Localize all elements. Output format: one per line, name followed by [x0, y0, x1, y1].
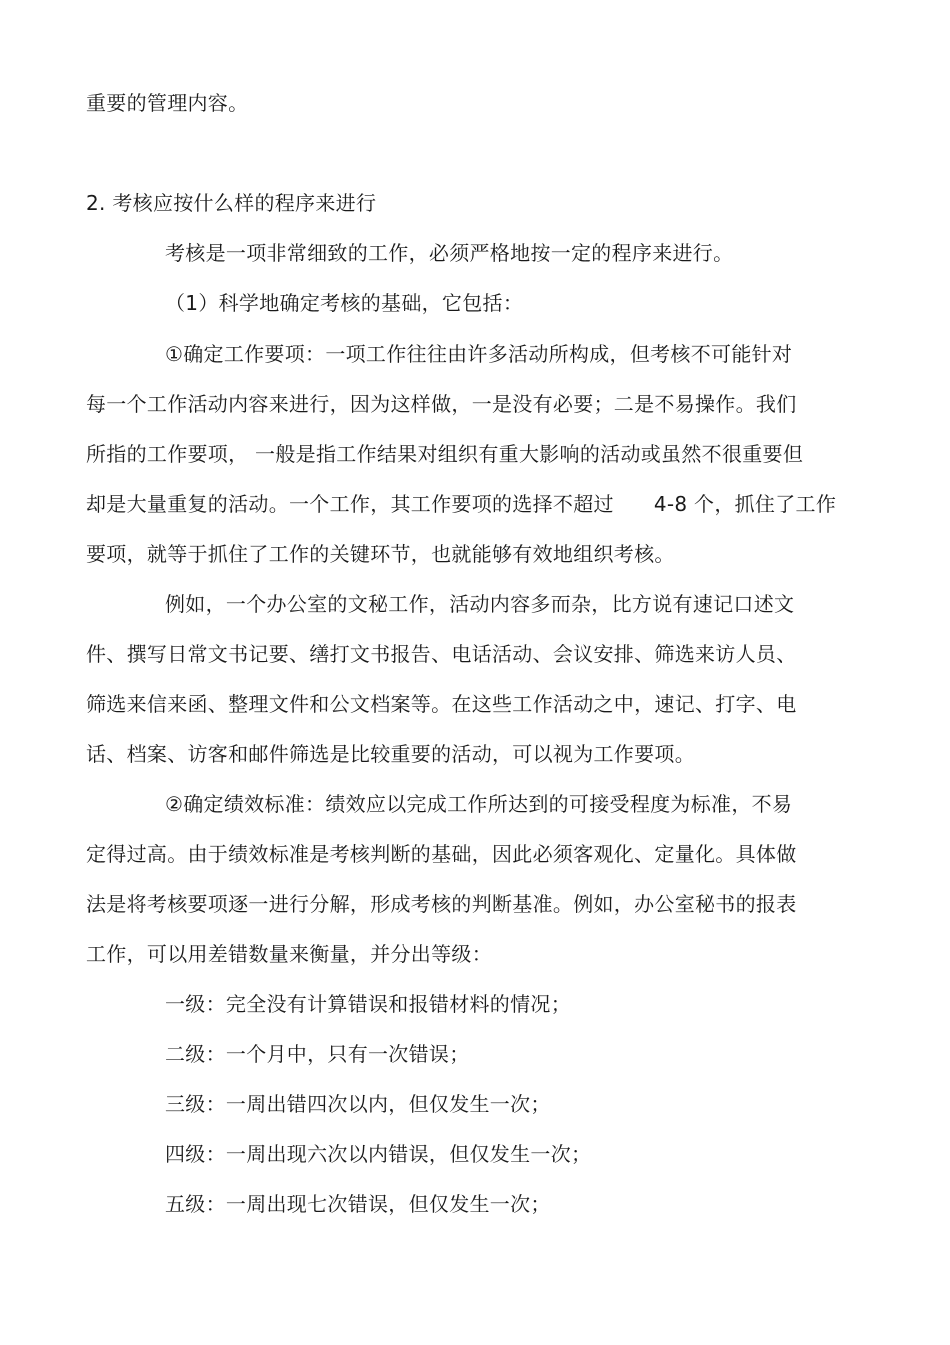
- paragraph-line: 法是将考核要项逐一进行分解，形成考核的判断基准。例如，办公室秘书的报表: [86, 892, 797, 916]
- paragraph-line: 工作，可以用差错数量来衡量，并分出等级：: [86, 942, 492, 966]
- paragraph-line: 筛选来信来函、整理文件和公文档案等。在这些工作活动之中，速记、打字、电: [86, 692, 797, 716]
- paragraph-line: 每一个工作活动内容来进行，因为这样做，一是没有必要；二是不易操作。我们: [86, 392, 797, 416]
- paragraph-line: ②确定绩效标准：绩效应以完成工作所达到的可接受程度为标准，不易: [165, 792, 793, 816]
- paragraph-line: 件、撰写日常文书记要、缮打文书报告、电话活动、会议安排、筛选来访人员、: [86, 642, 797, 666]
- paragraph-line: 所指的工作要项， 一般是指工作结果对组织有重大影响的活动或虽然不很重要但: [86, 442, 804, 466]
- paragraph-line: [86, 491, 836, 517]
- paragraph-line: 要项，就等于抓住了工作的关键环节，也就能够有效地组织考核。: [86, 542, 675, 566]
- subheading: （1）科学地确定考核的基础，它包括：: [165, 291, 524, 315]
- list-item: 三级：一周出错四次以内，但仅发生一次；: [165, 1092, 551, 1116]
- list-item: 四级：一周出现六次以内错误，但仅发生一次；: [165, 1142, 592, 1166]
- paragraph-line: 重要的管理内容。: [86, 91, 249, 115]
- paragraph-line: ①确定工作要项：一项工作往往由许多活动所构成，但考核不可能针对: [165, 342, 793, 366]
- list-item: 一级：完全没有计算错误和报错材料的情况；: [165, 992, 571, 1016]
- paragraph-line-part: 却是大量重复的活动。一个工作，其工作要项的选择不超过: [86, 492, 614, 516]
- paragraph-line-part: 4-8 个，抓住了工作: [653, 492, 837, 516]
- list-item: 二级：一个月中，只有一次错误；: [165, 1042, 470, 1066]
- paragraph-line: 话、档案、访客和邮件筛选是比较重要的活动，可以视为工作要项。: [86, 742, 695, 766]
- paragraph-line: 考核是一项非常细致的工作，必须严格地按一定的程序来进行。: [165, 241, 734, 265]
- paragraph-line: 例如，一个办公室的文秘工作，活动内容多而杂，比方说有速记口述文: [165, 592, 795, 616]
- paragraph-line: 定得过高。由于绩效标准是考核判断的基础，因此必须客观化、定量化。具体做: [86, 842, 797, 866]
- list-item: 五级：一周出现七次错误，但仅发生一次；: [165, 1192, 551, 1216]
- section-heading: 2. 考核应按什么样的程序来进行: [86, 191, 377, 215]
